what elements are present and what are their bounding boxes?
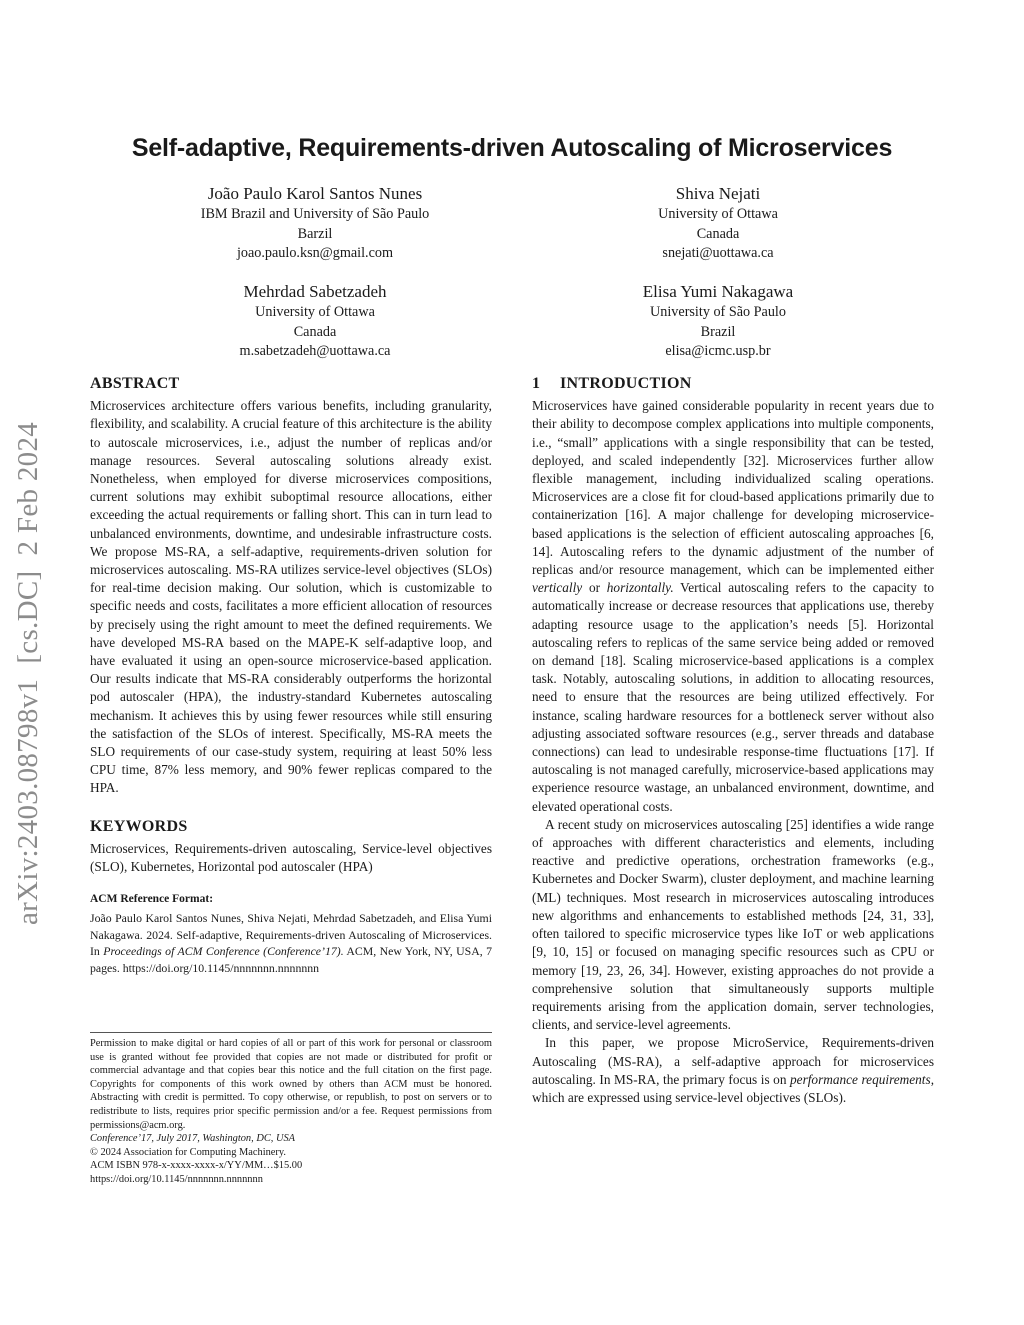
conference-info: Conference’17, July 2017, Washington, DC, USA [90,1133,295,1145]
emphasis-horizontally: horizontally. [606,580,674,596]
author-name: Elisa Yumi Nakagawa [642,282,794,301]
acm-reference [90,890,492,976]
intro-paragraph-1 [532,397,934,816]
author-affiliation: University of Ottawa [658,206,778,222]
intro-paragraph-2: A recent study on microservices autoscaling [25] identifies a wide range of approaches with different characteristics and elements, including reactive and predictive operations, orchestration frameworks (e.g., Kubernetes and Docker Swarm), cluster deployment, and machine learning (ML) techniques. Most research in microservices autoscaling introduces new algorithms and enhancements to established methods [24, 31, 33], often tailored to specific microservice types like IoT or web applications [9, 10, 15] or focused on managing specific resources such as CPU or memory [19, 23, 26, 34]. However, existing approaches do not provide a comprehensive solution that simultaneously supports multiple requirements arising from the application domain, server technologies, clients, and service-level agreements. [532,816,934,1033]
author-country: Canada [696,225,740,242]
text-span: or [582,580,607,596]
author-affiliation: University of São Paulo [650,304,786,320]
author-email[interactable]: snejati@uottawa.ca [662,245,774,262]
author-block [508,281,928,362]
author-name: Shiva Nejati [675,184,761,203]
author-country: Barzil [297,225,333,242]
abstract-heading: ABSTRACT [90,375,180,392]
reference-proceedings: Proceedings of ACM Conference (Conference’17). [103,944,344,959]
author-block [105,183,525,264]
author-name: João Paulo Karol Santos Nunes [207,184,423,203]
isbn-line: ACM ISBN 978-x-xxxx-xxxx-x/YY/MM…$15.00 [90,1160,303,1172]
author-country: Canada [293,323,337,340]
author-affiliation: IBM Brazil and University of São Paulo [200,206,430,222]
copyright-footnote [90,1037,492,1187]
keywords-text: Microservices, Requirements-driven autoscaling, Service-level objectives (SLO), Kubernetes, Horizontal pod autoscaler (HPA) [90,840,492,875]
reference-authors-title: João Paulo Karol Santos Nunes, Shiva Nejati, Mehrdad Sabetzadeh, and Elisa Yumi Nakagawa. 2024. Self-adaptive, Requirements-driven Autoscaling of Microservices. In [90,911,492,959]
copyright-line: © 2024 Association for Computing Machinery. [90,1146,286,1158]
right-column [532,375,934,1107]
text-span: In this paper, we propose MicroService, Requirements-driven Autoscaling (MS-RA), a self-adaptive approach for microservices autoscaling. In MS-RA, the primary focus is on [532,1035,934,1087]
text-span: Vertical autoscaling refers to the capacity to automatically increase or decrease resources that applications use, thereby adapting resource usage to the application’s needs [5]. Horizontal autoscaling refers to replicas of the same service being added or removed on demand [18]. Scaling microservice-based applications is a complex task. Notably, autoscaling solutions, in addition to allocating resources, need to ensure that the resources are being utilized effectively. For instance, scaling hardware resources for a bottleneck server without also adjusting associated software resources (e.g., server threads and database connections) can lead to undesirable response-time fluctuations [17]. If autoscaling is not managed carefully, microservice-based applications may experience resource wastage, an unbalanced environment, downtime, and elevated operational costs. [532,580,934,814]
author-block [105,281,525,362]
author-affiliation: University of Ottawa [255,304,375,320]
author-email[interactable]: m.sabetzadeh@uottawa.ca [239,343,391,360]
reference-publisher-doi: ACM, New York, NY, USA, 7 pages. https://doi.org/10.1145/nnnnnnn.nnnnnnn [90,944,492,975]
introduction-heading [532,375,934,393]
author-email[interactable]: joao.paulo.ksn@gmail.com [236,245,394,262]
intro-paragraph-3 [532,1034,934,1107]
keywords-heading: KEYWORDS [90,817,188,835]
acm-reference-heading: ACM Reference Format: [90,893,214,906]
emphasis-performance-requirements: performance requirements [790,1071,931,1087]
doi-link[interactable]: https://doi.org/10.1145/nnnnnnn.nnnnnnn [90,1173,263,1185]
abstract-text: Microservices architecture offers various benefits, including granularity, flexibility, and scalability. A crucial feature of this architecture is the ability to autoscale microservices, i.e., adjust the number of replicas and/or manage resources. Several autoscaling solutions already exist. Nonetheless, when employed for diverse microservices compositions, current solutions may exhibit suboptimal resource allocations, either exceeding the actual requirements or falling short. This can in turn lead to unbalanced environments, downtime, and undesirable infrastructure costs. We propose MS-RA, a self-adaptive, requirements-driven solution for microservices autoscaling. MS-RA utilizes service-level objectives (SLOs) for real-time decision making. Our solution, which is customizable to specific needs and costs, facilitates a more efficient allocation of resources by precisely using the right amount to meet the defined requirements. We have developed MS-RA based on the MAPE-K self-adaptive loop, and have evaluated it using an open-source microservice-based application. Our results indicate that MS-RA considerably outperforms the horizontal pod autoscaler (HPA), the industry-standard Kubernetes autoscaling mechanism. It achieves this by using fewer resources while still ensuring the satisfaction of the SLOs of interest. Specifically, MS-RA meets the SLO requirements of our case-study system, requiring at least 50% less CPU time, 87% less memory, and 90% fewer replicas compared to the HPA. [90,398,492,796]
author-email[interactable]: elisa@icmc.usp.br [665,343,771,360]
section-number: 1 [532,375,541,392]
author-country: Brazil [700,323,736,340]
text-span: Microservices have gained considerable popularity in recent years due to their ability to decompose complex applications into multiple components, i.e., “small” applications with a single responsibility that can be tested, deployed, and scaled independently [32]. Microservices further allow flexible management, including individualized scaling operations. Microservices are a close fit for cloud-based applications primarily due to containerization [16]. A major challenge for developing microservice-based applications is the selection of efficient autoscaling approaches [6, 14]. Autoscaling refers to the dynamic adjustment of the number of replicas and/or resource management, which can be implemented either [532,398,934,578]
left-column [90,375,492,976]
permission-notice: Permission to make digital or hard copies of all or part of this work for personal or classroom use is granted without fee provided that copies are not made or distributed for profit or commercial advantage and that copies bear this notice and the full citation on the first page. Copyrights for components of this work owned by others than ACM must be honored. Abstracting with credit is permitted. To copy otherwise, or republish, to post on servers or to redistribute to lists, requires prior specific permission and/or a fee. Request permissions from permissions@acm.org. [90,1038,492,1131]
emphasis-vertically: vertically [532,580,583,596]
acm-reference-text [90,910,492,976]
author-block [508,183,928,264]
author-name: Mehrdad Sabetzadeh [243,282,387,301]
footnote-divider [90,1032,492,1033]
text-span: , which are expressed using service-level objectives (SLOs). [532,1071,935,1105]
paper-title: Self-adaptive, Requirements-driven Autoscaling of Microservices [131,134,893,162]
section-title: INTRODUCTION [560,375,692,392]
arxiv-identifier-stamp: arXiv:2403.08798v1 [cs.DC] 2 Feb 2024 [12,421,44,925]
